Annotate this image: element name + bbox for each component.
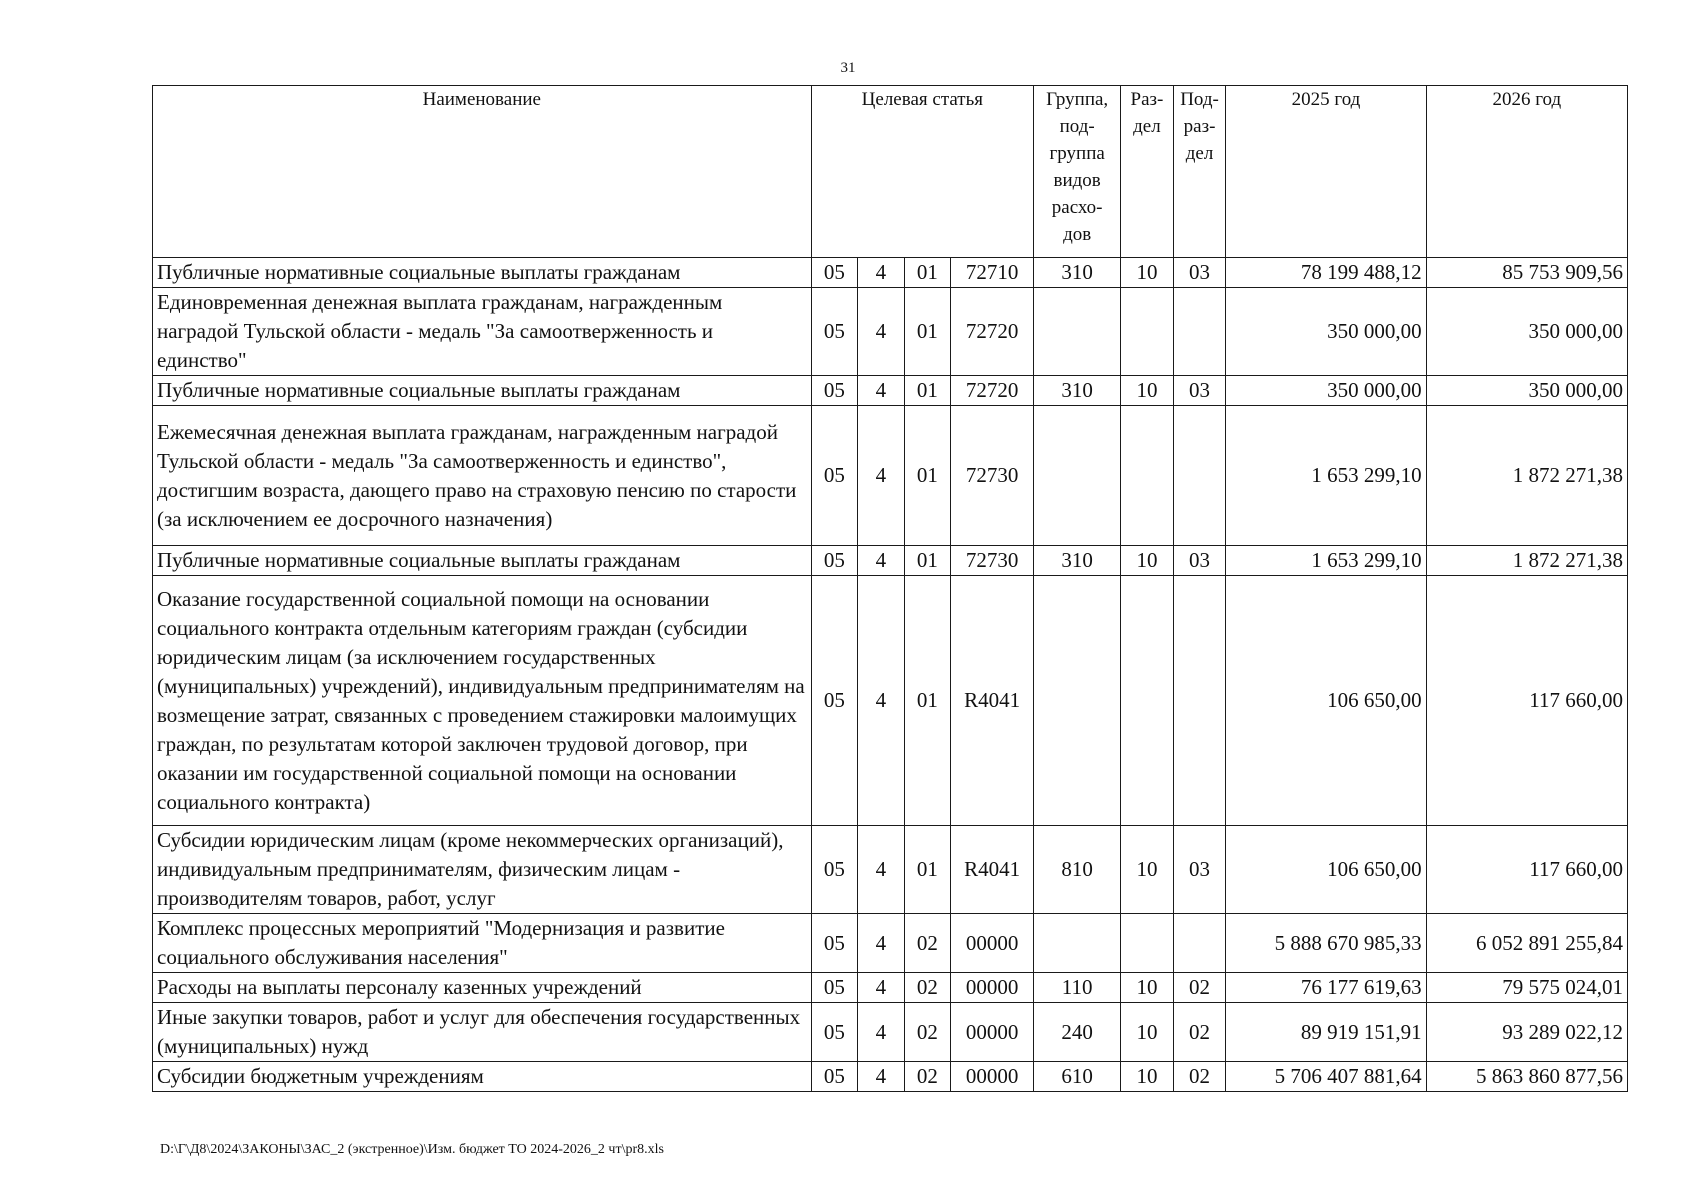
subsection-code: 03: [1173, 258, 1226, 288]
expense-group: 310: [1034, 376, 1121, 406]
target-code-subprogram: 01: [904, 576, 951, 826]
expense-group: 110: [1034, 973, 1121, 1003]
budget-table: [152, 85, 1628, 1092]
amount-2025: 78 199 488,12: [1226, 258, 1426, 288]
row-name: Субсидии юридическим лицам (кроме некоммерческих организаций), индивидуальным предпринимателям, физическим лицам - производителям товаров, работ, услуг: [153, 826, 812, 914]
page-number: 31: [840, 60, 856, 76]
row-name: Публичные нормативные социальные выплаты гражданам: [153, 376, 812, 406]
target-code-direction: 72710: [951, 258, 1034, 288]
target-code-subprogram: 01: [904, 406, 951, 546]
expense-group: 310: [1034, 546, 1121, 576]
header-section: Раз-дел: [1121, 86, 1174, 258]
amount-2025: 106 650,00: [1226, 576, 1426, 826]
row-name: Публичные нормативные социальные выплаты гражданам: [153, 258, 812, 288]
row-name: Единовременная денежная выплата гражданам, награжденным наградой Тульской области - медаль "За самоотверженность и единство": [153, 288, 812, 376]
row-name: Публичные нормативные социальные выплаты гражданам: [153, 546, 812, 576]
subsection-code: 03: [1173, 376, 1226, 406]
target-code-program: 05: [811, 288, 858, 376]
target-code-subprogram: 01: [904, 288, 951, 376]
target-code-type: 4: [858, 376, 905, 406]
target-code-direction: 00000: [951, 1003, 1034, 1062]
row-name: Расходы на выплаты персоналу казенных учреждений: [153, 973, 812, 1003]
section-code: 10: [1121, 258, 1174, 288]
subsection-code: 02: [1173, 1003, 1226, 1062]
section-code: [1121, 914, 1174, 973]
target-code-direction: R4041: [951, 826, 1034, 914]
target-code-direction: 72720: [951, 288, 1034, 376]
target-code-type: 4: [858, 576, 905, 826]
table-row: [153, 1003, 1628, 1062]
target-code-direction: 72730: [951, 406, 1034, 546]
subsection-code: [1173, 288, 1226, 376]
expense-group: 240: [1034, 1003, 1121, 1062]
target-code-type: 4: [858, 258, 905, 288]
target-code-type: 4: [858, 826, 905, 914]
amount-2026: 5 863 860 877,56: [1426, 1062, 1627, 1092]
expense-group: 610: [1034, 1062, 1121, 1092]
target-code-program: 05: [811, 576, 858, 826]
target-code-type: 4: [858, 546, 905, 576]
table-row: [153, 576, 1628, 826]
expense-group: 810: [1034, 826, 1121, 914]
amount-2026: 117 660,00: [1426, 576, 1627, 826]
section-code: [1121, 576, 1174, 826]
target-code-program: 05: [811, 406, 858, 546]
target-code-direction: R4041: [951, 576, 1034, 826]
target-code-subprogram: 01: [904, 258, 951, 288]
amount-2026: 117 660,00: [1426, 826, 1627, 914]
amount-2026: 79 575 024,01: [1426, 973, 1627, 1003]
row-name: Субсидии бюджетным учреждениям: [153, 1062, 812, 1092]
amount-2025: 106 650,00: [1226, 826, 1426, 914]
amount-2025: 350 000,00: [1226, 376, 1426, 406]
row-name: Комплекс процессных мероприятий "Модернизация и развитие социального обслуживания населения": [153, 914, 812, 973]
subsection-code: [1173, 406, 1226, 546]
amount-2025: 1 653 299,10: [1226, 406, 1426, 546]
expense-group: [1034, 406, 1121, 546]
expense-group: [1034, 576, 1121, 826]
target-code-direction: 72730: [951, 546, 1034, 576]
table-row: [153, 288, 1628, 376]
header-target: Целевая статья: [811, 86, 1034, 258]
amount-2025: 89 919 151,91: [1226, 1003, 1426, 1062]
expense-group: [1034, 914, 1121, 973]
expense-group: [1034, 288, 1121, 376]
target-code-subprogram: 02: [904, 1062, 951, 1092]
subsection-code: 02: [1173, 1062, 1226, 1092]
section-code: [1121, 406, 1174, 546]
table-row: [153, 1062, 1628, 1092]
table-row: [153, 826, 1628, 914]
subsection-code: 03: [1173, 826, 1226, 914]
file-path-footer: D:\Г\Д8\2024\ЗАКОНЫ\ЗАС_2 (экстренное)\Изм. бюджет ТО 2024-2026_2 чт\pr8.xls: [160, 1142, 664, 1157]
section-code: 10: [1121, 376, 1174, 406]
header-2026: 2026 год: [1426, 86, 1627, 258]
table-row: [153, 914, 1628, 973]
target-code-type: 4: [858, 973, 905, 1003]
target-code-direction: 00000: [951, 914, 1034, 973]
target-code-program: 05: [811, 1062, 858, 1092]
section-code: 10: [1121, 1003, 1174, 1062]
amount-2026: 85 753 909,56: [1426, 258, 1627, 288]
amount-2026: 93 289 022,12: [1426, 1003, 1627, 1062]
amount-2026: 1 872 271,38: [1426, 546, 1627, 576]
table-row: [153, 406, 1628, 546]
target-code-program: 05: [811, 973, 858, 1003]
target-code-program: 05: [811, 546, 858, 576]
row-name: Оказание государственной социальной помощи на основании социального контракта отдельным категориям граждан (субсидии юридическим лицам (за исключением государственных (муниципальных) учреждений), индивидуальным предпринимателям на возмещение затрат, связанных с проведением стажировки малоимущих граждан, по результатам которой заключен трудовой договор, при оказании им государственной социальной помощи на основании социального контракта): [153, 576, 812, 826]
header-name: Наименование: [153, 86, 812, 258]
target-code-type: 4: [858, 1062, 905, 1092]
target-code-type: 4: [858, 914, 905, 973]
target-code-subprogram: 02: [904, 1003, 951, 1062]
amount-2025: 350 000,00: [1226, 288, 1426, 376]
target-code-program: 05: [811, 258, 858, 288]
table-row: [153, 376, 1628, 406]
amount-2025: 76 177 619,63: [1226, 973, 1426, 1003]
target-code-program: 05: [811, 376, 858, 406]
row-name: Ежемесячная денежная выплата гражданам, награжденным наградой Тульской области - медаль "За самоотверженность и единство", достигшим возраста, дающего право на страховую пенсию по старости (за исключением ее досрочного назначения): [153, 406, 812, 546]
amount-2025: 5 888 670 985,33: [1226, 914, 1426, 973]
section-code: 10: [1121, 1062, 1174, 1092]
target-code-subprogram: 01: [904, 376, 951, 406]
header-subsection: Под-раз-дел: [1173, 86, 1226, 258]
header-group: Группа, под-группа видов расхо-дов: [1034, 86, 1121, 258]
section-code: 10: [1121, 973, 1174, 1003]
amount-2025: 5 706 407 881,64: [1226, 1062, 1426, 1092]
section-code: [1121, 288, 1174, 376]
amount-2026: 350 000,00: [1426, 376, 1627, 406]
target-code-program: 05: [811, 914, 858, 973]
target-code-subprogram: 01: [904, 826, 951, 914]
target-code-program: 05: [811, 1003, 858, 1062]
target-code-program: 05: [811, 826, 858, 914]
table-row: [153, 973, 1628, 1003]
amount-2026: 1 872 271,38: [1426, 406, 1627, 546]
target-code-subprogram: 02: [904, 973, 951, 1003]
target-code-type: 4: [858, 406, 905, 546]
target-code-type: 4: [858, 288, 905, 376]
target-code-direction: 72720: [951, 376, 1034, 406]
amount-2025: 1 653 299,10: [1226, 546, 1426, 576]
table-row: [153, 546, 1628, 576]
table-row: [153, 258, 1628, 288]
target-code-direction: 00000: [951, 973, 1034, 1003]
target-code-subprogram: 02: [904, 914, 951, 973]
header-2025: 2025 год: [1226, 86, 1426, 258]
amount-2026: 6 052 891 255,84: [1426, 914, 1627, 973]
row-name: Иные закупки товаров, работ и услуг для обеспечения государственных (муниципальных) нужд: [153, 1003, 812, 1062]
expense-group: 310: [1034, 258, 1121, 288]
section-code: 10: [1121, 546, 1174, 576]
subsection-code: 03: [1173, 546, 1226, 576]
target-code-subprogram: 01: [904, 546, 951, 576]
target-code-type: 4: [858, 1003, 905, 1062]
subsection-code: [1173, 576, 1226, 826]
subsection-code: [1173, 914, 1226, 973]
subsection-code: 02: [1173, 973, 1226, 1003]
amount-2026: 350 000,00: [1426, 288, 1627, 376]
target-code-direction: 00000: [951, 1062, 1034, 1092]
section-code: 10: [1121, 826, 1174, 914]
table-header-row: [153, 86, 1628, 258]
